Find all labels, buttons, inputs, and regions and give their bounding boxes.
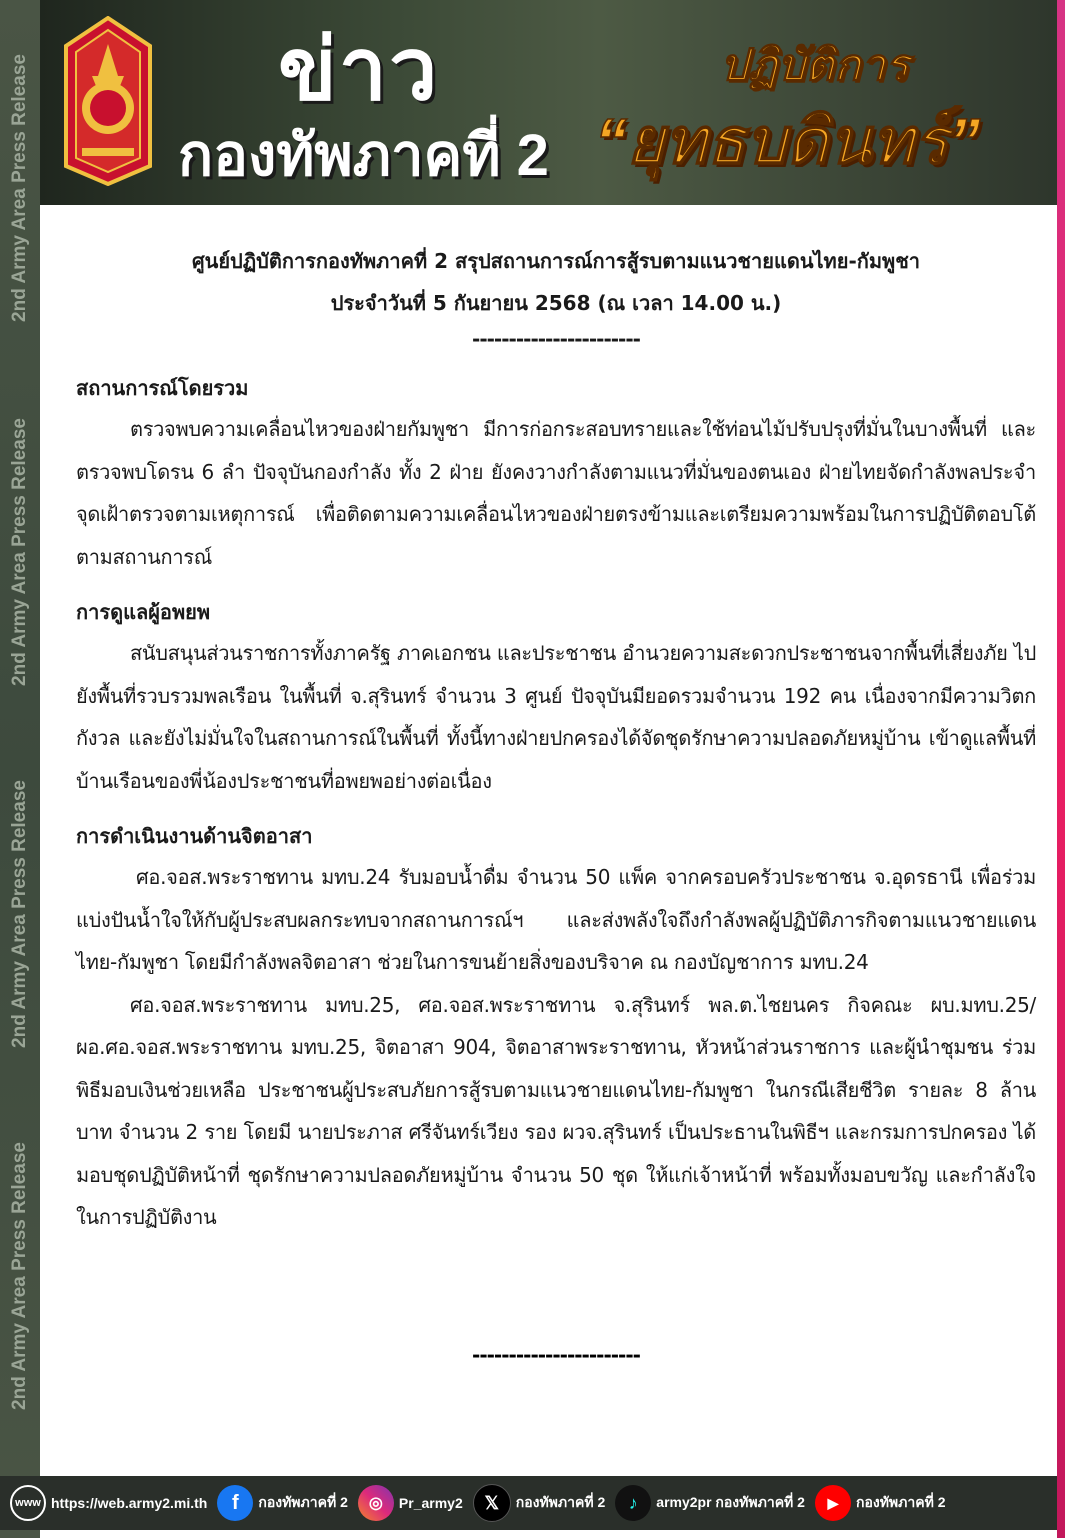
section-paragraph: ตรวจพบความเคลื่อนไหวของฝ่ายกัมพูชา มีการก่อกระสอบทรายและใช้ท่อนไม้ปรับปรุงที่มั่นในบางพื้นที่ และตรวจพบโดรน 6 ลำ ปัจจุบันกองกำลัง ทั้ง 2 ฝ่าย ยังคงวางกำลังตามแนวที่มั่นของตนเอง ฝ่ายไทยจัดกำลังพลประจำจุดเฝ้าตรวจตามเหตุการณ์ เพื่อติดตามความเคลื่อนไหวของฝ่ายตรงข้ามและเตรียมความพร้อมในการปฏิบัติตอบโต้ตามสถานการณ์ — [76, 417, 1036, 569]
instagram-handle: Pr_army2 — [398, 1495, 463, 1511]
side-banner-text: 2nd Army Area Press Release — [9, 54, 30, 322]
army-emblem-logo — [62, 16, 154, 186]
tiktok-icon: ♪ — [615, 1485, 651, 1521]
website-url: https://web.army2.mi.th — [51, 1495, 208, 1511]
youtube-icon: ▶ — [815, 1485, 851, 1521]
section-heading-volunteers: การดำเนินงานด้านจิตอาสา — [76, 824, 313, 848]
instagram-icon: ◎ — [358, 1485, 394, 1521]
right-accent-strip — [1057, 0, 1065, 1538]
footer-x-link[interactable] — [473, 1484, 606, 1522]
footer-contact-bar — [0, 1476, 1057, 1530]
side-banner-text: 2nd Army Area Press Release — [9, 418, 30, 686]
separator: ----------------------- — [472, 327, 640, 351]
bottom-separator: ----------------------- — [472, 1343, 640, 1367]
footer-facebook-link[interactable] — [217, 1485, 348, 1521]
youtube-name: กองทัพภาคที่ 2 — [855, 1494, 946, 1510]
side-banner-text: 2nd Army Area Press Release — [9, 1142, 30, 1410]
side-banner-text: 2nd Army Area Press Release — [9, 780, 30, 1048]
section-paragraph: ศอ.จอส.พระราชทาน มทบ.24 รับมอบน้ำดื่ม จำนวน 50 แพ็ค จากครอบครัวประชาชน จ.อุดรธานี เพื่อร่วมแบ่งปันน้ำใจให้กับผู้ประสบผลกระทบจากสถานการณ์ฯ และส่งพลังใจถึงกำลังพลผู้ปฏิบัติภารกิจตามแนวชายแดนไทย-กัมพูชา โดยมีกำลังพลจิตอาสา ช่วยในการขนย้ายสิ่งของบริจาค ณ กองบัญชาการ มทบ.24 — [76, 865, 1036, 974]
section-paragraph: ศอ.จอส.พระราชทาน มทบ.25, ศอ.จอส.พระราชทาน จ.สุรินทร์ พล.ต.ไชยนคร กิจคณะ ผบ.มทบ.25/ผอ.ศอ.จอส.พระราชทาน มทบ.25, จิตอาสา 904, จิตอาสาพระราชทาน, หัวหน้าส่วนราชการ และผู้นำชุมชน ร่วมพิธีมอบเงินช่วยเหลือ ประชาชนผู้ประสบภัยการสู้รบตามแนวชายแดนไทย-กัมพูชา ในกรณีเสียชีวิต รายละ 8 ล้านบาท จำนวน 2 ราย โดยมี นายประภาส ศรีจันทร์เวียง รอง ผวจ.สุรินทร์ เป็นประธานในพิธีฯ และกรมการปกครอง ได้มอบชุดปฏิบัติหน้าที่ ชุดรักษาความปลอดภัยหมู่บ้าน จำนวน 50 ชุด ให้แก่เจ้าหน้าที่ พร้อมทั้งมอบขวัญ และกำลังใจในการปฏิบัติงาน — [76, 992, 1036, 1229]
globe-icon: www — [10, 1485, 46, 1521]
section-heading-evacuees: การดูแลผู้อพยพ — [76, 600, 211, 624]
headline-line-2: ประจำวันที่ 5 กันยายน 2568 (ณ เวลา 14.00 น.) — [330, 291, 782, 315]
side-banner-strip — [0, 0, 40, 1538]
facebook-name: กองทัพภาคที่ 2 — [258, 1494, 348, 1510]
press-release-body — [76, 240, 1036, 1239]
header-banner — [40, 0, 1057, 205]
footer-instagram-link[interactable] — [358, 1485, 463, 1521]
facebook-icon: f — [217, 1485, 253, 1521]
tiktok-name: army2pr กองทัพภาคที่ 2 — [656, 1494, 805, 1510]
section-paragraph: สนับสนุนส่วนราชการทั้งภาครัฐ ภาคเอกชน และประชาชน อำนวยความสะดวกประชาชนจากพื้นที่เสี่ยงภัย ไปยังพื้นที่รวบรวมพลเรือน ในพื้นที่ จ.สุรินทร์ จำนวน 3 ศูนย์ ปัจจุบันมียอดรวมจำนวน 192 คน เนื่องจากมีความวิตกกังวล และยังไม่มั่นใจในสถานการณ์ในพื้นที่ ทั้งนี้ทางฝ่ายปกครองได้จัดชุดรักษาความปลอดภัยหมู่บ้าน เข้าดูแลพื้นที่ บ้านเรือนของพี่น้องประชาชนที่อพยพอย่างต่อเนื่อง — [76, 641, 1036, 793]
footer-tiktok-link[interactable] — [615, 1485, 805, 1521]
footer-youtube-link[interactable] — [815, 1485, 946, 1521]
banner-title-news: ข่าว — [278, 22, 440, 118]
banner-title-army: กองทัพภาคที่ 2 — [178, 123, 549, 188]
operation-label: ปฏิบัติการ — [720, 41, 909, 90]
x-icon: 𝕏 — [473, 1484, 511, 1522]
x-name: กองทัพภาคที่ 2 — [515, 1494, 606, 1510]
footer-website-link[interactable] — [10, 1485, 207, 1521]
headline-line-1: ศูนย์ปฏิบัติการกองทัพภาคที่ 2 สรุปสถานการณ์การสู้รบตามแนวชายแดนไทย-กัมพูชา — [191, 249, 921, 273]
section-heading-overall: สถานการณ์โดยรวม — [76, 376, 249, 400]
operation-name: “ยุทธบดินทร์” — [595, 105, 981, 177]
